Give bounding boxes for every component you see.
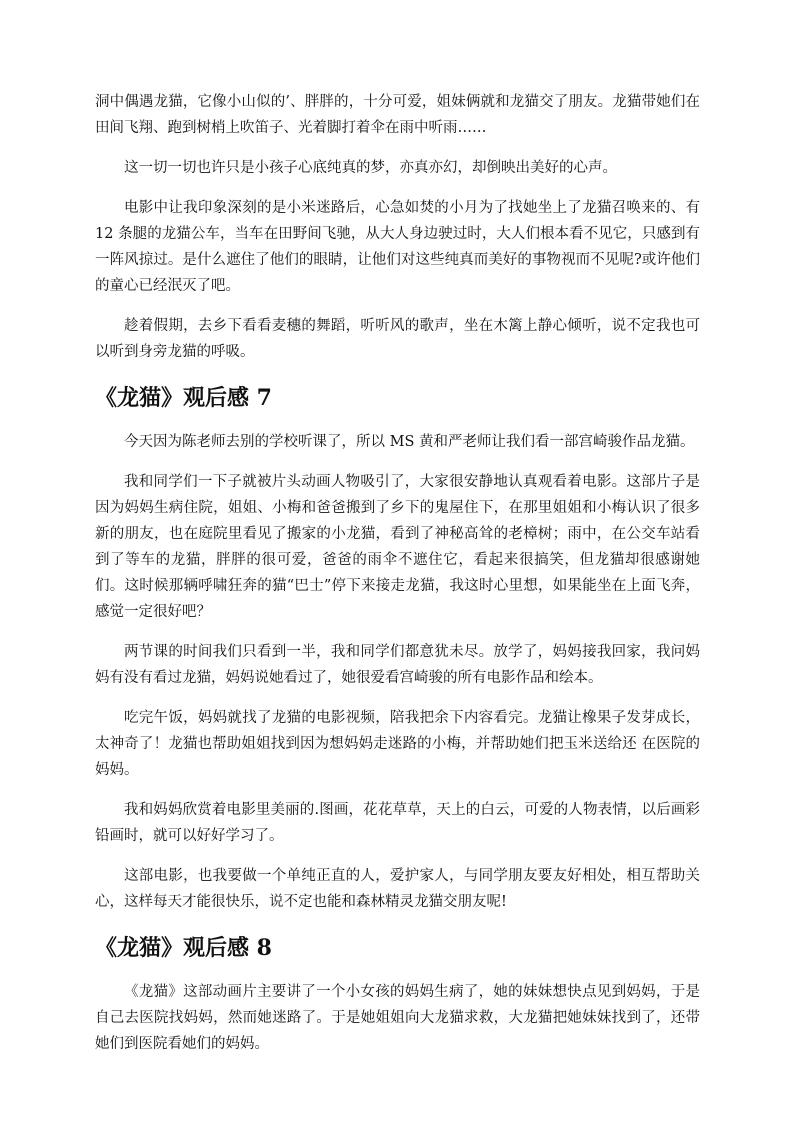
paragraph: 我和妈妈欣赏着电影里美丽的.图画，花花草草，天上的白云，可爱的人物表情，以后画彩铅画时，就可以好好学习了。 <box>95 802 700 844</box>
paragraph: 这一切一切也许只是小孩子心底纯真的梦，亦真亦幻，却倒映出美好的心声。 <box>124 160 617 176</box>
section-heading-7: 《龙猫》观后感 7 <box>95 385 272 411</box>
paragraph: 电影中让我印象深刻的是小米迷路后，心急如焚的小月为了找她坐上了龙猫召唤来的、有 12 条腿的龙猫公车，当车在田野间飞驰，从大人身边驶过时，大人们根本看不见它，只感到有一阵风掠过。是什么遮住了他们的眼睛，让他们对这些纯真而美好的事物视而不见呢?或许他们的童心已经泯灭了吧。 <box>95 200 700 294</box>
paragraph: 这部电影，也我要做一个单纯正直的人，爱护家人，与同学朋友要友好相处，相互帮助关心，这样每天才能很快乐，说不定也能和森林精灵龙猫交朋友呢! <box>95 868 700 910</box>
paragraph: 《龙猫》这部动画片主要讲了一个小女孩的妈妈生病了，她的妹妹想快点见到妈妈，于是自己去医院找妈妈，然而她迷路了。于是她姐姐向大龙猫求救，大龙猫把她妹妹找到了，还带她们到医院看她们的妈妈。 <box>95 984 700 1052</box>
section-heading-8: 《龙猫》观后感 8 <box>95 935 272 961</box>
paragraph: 我和同学们一下子就被片头动画人物吸引了，大家很安静地认真观看着电影。这部片子是因为妈妈生病住院，姐姐、小梅和爸爸搬到了乡下的鬼屋住下，在那里姐姐和小梅认识了很多新的朋友，也在庭院里看见了搬家的小龙猫，看到了神秘高耸的老樟树；雨中，在公交车站看到了等车的龙猫，胖胖的很可爱，爸爸的雨伞不遮住它，看起来很搞笑，但龙猫却很感谢她们。这时候那辆呼啸狂奔的猫“巴士”停下来接走龙猫，我这时心里想，如果能坐在上面飞奔，感觉一定很好吧？ <box>95 474 700 620</box>
paragraph: 今天因为陈老师去别的学校听课了，所以 MS 黄和严老师让我们看一部宫崎骏作品龙猫。 <box>124 434 695 450</box>
document-page <box>95 89 700 1071</box>
paragraph: 洞中偶遇龙猫，它像小山似的’、胖胖的，十分可爱，姐妹俩就和龙猫交了朋友。龙猫带她们在田间飞翔、跑到树梢上吹笛子、光着脚打着伞在雨中听雨…… <box>95 94 700 136</box>
paragraph: 趁着假期，去乡下看看麦穗的舞蹈，听听风的歌声，坐在木篱上静心倾听，说不定我也可以听到身旁龙猫的呼吸。 <box>95 318 700 360</box>
paragraph: 吃完午饭，妈妈就找了龙猫的电影视频，陪我把余下内容看完。龙猫让橡果子发芽成长，太神奇了！龙猫也帮助姐姐找到因为想妈妈走迷路的小梅，并帮助她们把玉米送给还 在医院的妈妈。 <box>95 710 700 778</box>
paragraph: 两节课的时间我们只看到一半，我和同学们都意犹未尽。放学了，妈妈接我回家，我问妈妈有没有看过龙猫，妈妈说她看过了，她很爱看宫崎骏的所有电影作品和绘本。 <box>95 644 700 686</box>
